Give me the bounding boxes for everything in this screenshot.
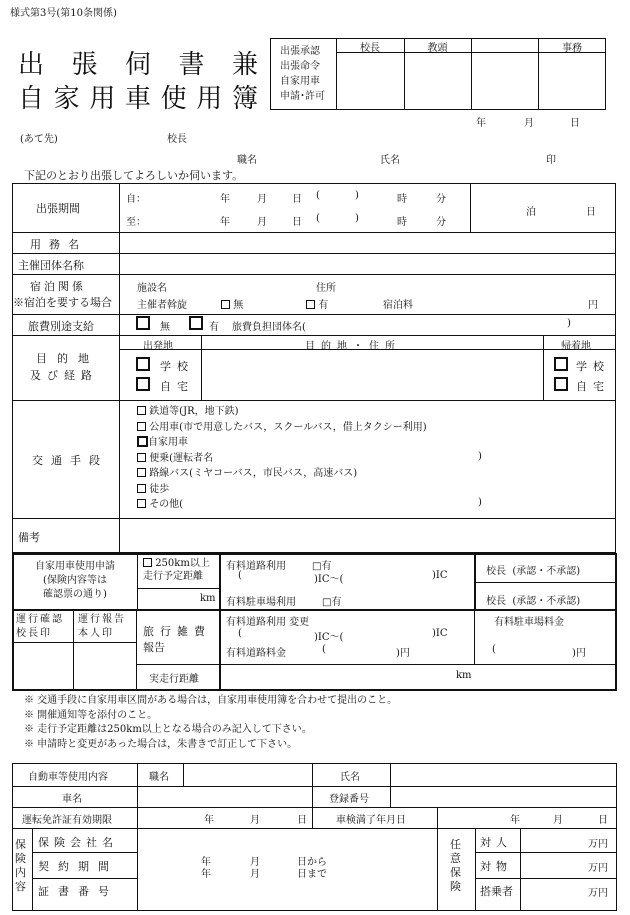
remarks-label: 備考 <box>18 531 40 544</box>
insurance-cert: 証書番号 <box>38 885 118 898</box>
person-unit: 万円 <box>588 839 608 850</box>
confirm-seal-label: 運行確認 校長印 <box>16 614 64 639</box>
period-days: 日 <box>586 207 596 218</box>
car-request-label: 自家用車使用申請 (保険内容等は 確認票の通り) <box>35 561 115 600</box>
period-start-year: 年 <box>201 857 211 868</box>
insurance-group-label: 保 険 内 容 <box>15 838 26 893</box>
report-ic-open: ( <box>238 628 242 639</box>
period-to: 日まで <box>297 869 327 880</box>
approval-label: 出張承認 出張命令 自家用車 申請･許可 <box>280 46 325 102</box>
departure-school-checkbox[interactable] <box>136 357 150 371</box>
insurance-cert-input[interactable] <box>138 879 436 910</box>
period-end-year: 年 <box>201 869 211 880</box>
optional-insurance-label: 任 意 保 険 <box>450 838 461 893</box>
car-distance-check[interactable]: 250km以上 走行予定距離 <box>143 558 210 582</box>
passenger-unit: 万円 <box>588 888 608 899</box>
arrival-school: 学校 <box>576 360 610 373</box>
arrival-home: 自宅 <box>576 380 610 393</box>
separate-pay-yes-checkbox[interactable] <box>189 316 203 330</box>
report-fee-close: )円 <box>396 648 410 659</box>
insurance-person: 対人 <box>480 836 512 849</box>
title-line-1: 出 張 伺 書 兼 <box>18 50 258 80</box>
lodging-facility: 施設名 <box>137 283 167 294</box>
lodging-label: 宿泊関係 <box>30 280 86 293</box>
confirm-seal-box[interactable] <box>14 644 72 688</box>
report-park-open: ( <box>492 644 496 655</box>
vehicle-content: 自動車等使用内容 <box>28 772 108 783</box>
transport-other[interactable]: その他( <box>137 497 427 513</box>
separate-pay-burden: 旅費負担団体名( <box>232 322 306 333</box>
lodging-address: 住所 <box>316 283 336 294</box>
lodging-mediation: 主催者斡旋 <box>137 300 187 311</box>
transport-bus[interactable]: 路線バス(ミヤコーバス，市民バス，高速バス) <box>137 466 427 482</box>
period-end-month: 月 <box>250 869 260 880</box>
destination-input[interactable] <box>203 350 541 399</box>
car-parking-yes[interactable]: □有 <box>322 597 342 608</box>
report-seal-box[interactable] <box>75 644 135 688</box>
approval-parking[interactable]: 校長 (承認・不承認) <box>486 596 581 607</box>
car-toll-yes[interactable]: □有 <box>312 561 332 572</box>
notes: ※ 交通手段に自家用車区間がある場合は，自家用車使用簿を合わせて提出のこと。 ※ 開催通知等を添付のこと。 ※ 走行予定距離は250km以上となる場合のみ記入して下さい。 ※ 申請時と変更があった場合は，朱書きで訂正して下さい。 <box>24 695 398 750</box>
period-to: 至： <box>126 217 146 228</box>
arrival-school-checkbox[interactable] <box>554 357 568 371</box>
report-actual-distance: 実走行距離 <box>149 674 199 685</box>
period-label: 出張期間 <box>36 202 80 215</box>
date-month: 月 <box>524 118 534 129</box>
vehicle-position-input[interactable] <box>184 764 311 785</box>
report-toll-fee: 有料道路料金 <box>226 648 286 659</box>
misc-label-1: 旅行雑費 <box>143 625 211 638</box>
license-month: 月 <box>250 815 260 826</box>
inspection-day: 日 <box>598 815 608 826</box>
insurance-company-input[interactable] <box>138 829 436 851</box>
lodging-yes-checkbox[interactable]: 有 <box>306 296 328 311</box>
vehicle-name-input[interactable] <box>391 764 615 785</box>
misc-label-2: 報告 <box>143 641 165 654</box>
vehicle-license: 運転免許証有効期限 <box>22 815 112 826</box>
report-fee-open: ( <box>322 644 326 655</box>
period-from: 自： <box>126 194 146 205</box>
lodging-none-checkbox[interactable]: 無 <box>221 296 243 311</box>
report-toll-change: 有料道路利用 変更 <box>226 617 310 628</box>
departure-home-checkbox[interactable] <box>136 377 150 391</box>
car-toll: 有料道路利用 <box>226 561 286 572</box>
vehicle-car-input[interactable] <box>138 787 311 806</box>
license-day: 日 <box>297 815 307 826</box>
report-ic-mid: )IC〜( <box>314 632 344 643</box>
transport-ride-close: ) <box>478 451 482 462</box>
applicant-name: 氏名 <box>380 155 400 166</box>
transport-official-car[interactable]: 公用車(市で用意したバス，スクールバス，借上タクシー利用) <box>137 420 427 436</box>
report-parking-fee: 有料駐車場料金 <box>494 617 564 628</box>
inspection-month: 月 <box>553 815 563 826</box>
insurance-company: 保険会社名 <box>38 836 118 849</box>
route-label-2: 及び経路 <box>30 369 98 382</box>
separate-pay-close: ) <box>567 318 571 329</box>
business-label: 用務名 <box>30 238 87 251</box>
route-destination: 目的地・住所 <box>305 341 401 352</box>
car-distance-km: km <box>200 593 216 604</box>
report-actual-km: km <box>456 670 472 681</box>
insurance-property: 対物 <box>480 860 512 873</box>
organizer-input[interactable] <box>120 254 615 274</box>
date-year: 年 <box>476 118 486 129</box>
transport-walk[interactable]: 徒歩 <box>137 482 427 498</box>
transport-private-car[interactable]: 自家用車 <box>137 435 427 451</box>
separate-pay-none-checkbox[interactable] <box>136 316 150 330</box>
addressee-label: (あて先) <box>20 134 58 145</box>
approval-col-vice: 教頭 <box>427 43 448 54</box>
property-unit: 万円 <box>588 863 608 874</box>
remarks-input[interactable] <box>120 519 615 552</box>
route-label-1: 目的地 <box>36 352 99 365</box>
arrival-home-checkbox[interactable] <box>554 377 568 391</box>
date-day: 日 <box>570 118 580 129</box>
lodging-fee: 宿泊料 <box>383 300 413 311</box>
insurance-passenger: 搭乗者 <box>480 885 513 898</box>
intro-text: 下記のとおり出張してよろしいか伺います。 <box>24 169 244 182</box>
route-arrival: 帰着地 <box>561 341 591 352</box>
report-park-close: )円 <box>572 648 586 659</box>
transport-label: 交通手段 <box>32 454 108 467</box>
business-input[interactable] <box>120 233 615 253</box>
vehicle-name: 氏名 <box>340 772 360 783</box>
transport-ride[interactable]: 便乗(運転者名 <box>137 451 427 467</box>
vehicle-car-name: 車名 <box>62 794 82 805</box>
title-line-2: 自 家 用 車 使 用 簿 <box>18 84 258 114</box>
vehicle-position: 職名 <box>149 772 169 783</box>
route-departure: 出発地 <box>143 341 173 352</box>
transport-options <box>137 404 427 513</box>
period-start-month: 月 <box>250 857 260 868</box>
departure-home: 自宅 <box>160 380 194 393</box>
separate-pay-label: 旅費別途支給 <box>28 320 94 333</box>
inspection-year: 年 <box>510 815 520 826</box>
car-parking: 有料駐車場利用 <box>226 597 296 608</box>
period-nights: 泊 <box>526 207 536 218</box>
approval-col-office: 事務 <box>562 43 582 54</box>
organizer-label: 主催団体名称 <box>18 259 84 272</box>
car-ic-close: )IC <box>432 570 448 581</box>
lodging-note: ※宿泊を要する場合 <box>13 296 112 309</box>
insurance-period: 契約期間 <box>38 860 118 873</box>
separate-pay-yes: 有 <box>209 322 219 333</box>
vehicle-inspection: 車検満了年月日 <box>336 815 406 826</box>
separate-pay-none: 無 <box>160 322 170 333</box>
license-year: 年 <box>204 815 214 826</box>
vehicle-reg-input[interactable] <box>391 787 615 806</box>
car-ic-mid: )IC〜( <box>314 574 344 585</box>
applicant-position: 職名 <box>237 155 257 166</box>
departure-school: 学校 <box>160 360 194 373</box>
approval-col-principal: 校長 <box>360 43 380 54</box>
applicant-seal: 印 <box>546 155 556 166</box>
report-seal-label: 運行報告 本人印 <box>78 614 126 639</box>
form-number: 様式第3号(第10条関係) <box>10 8 117 19</box>
vehicle-reg-no: 登録番号 <box>329 794 369 805</box>
car-ic-open: ( <box>238 570 242 581</box>
transport-rail[interactable]: 鉄道等(JR，地下鉄) <box>137 404 427 420</box>
period-from: 日から <box>297 857 327 868</box>
lodging-yen: 円 <box>588 300 598 311</box>
addressee-value: 校長 <box>167 134 187 145</box>
report-ic-close: )IC <box>432 628 448 639</box>
approval-toll[interactable]: 校長 (承認・不承認) <box>486 566 581 577</box>
transport-other-close: ) <box>478 497 482 508</box>
